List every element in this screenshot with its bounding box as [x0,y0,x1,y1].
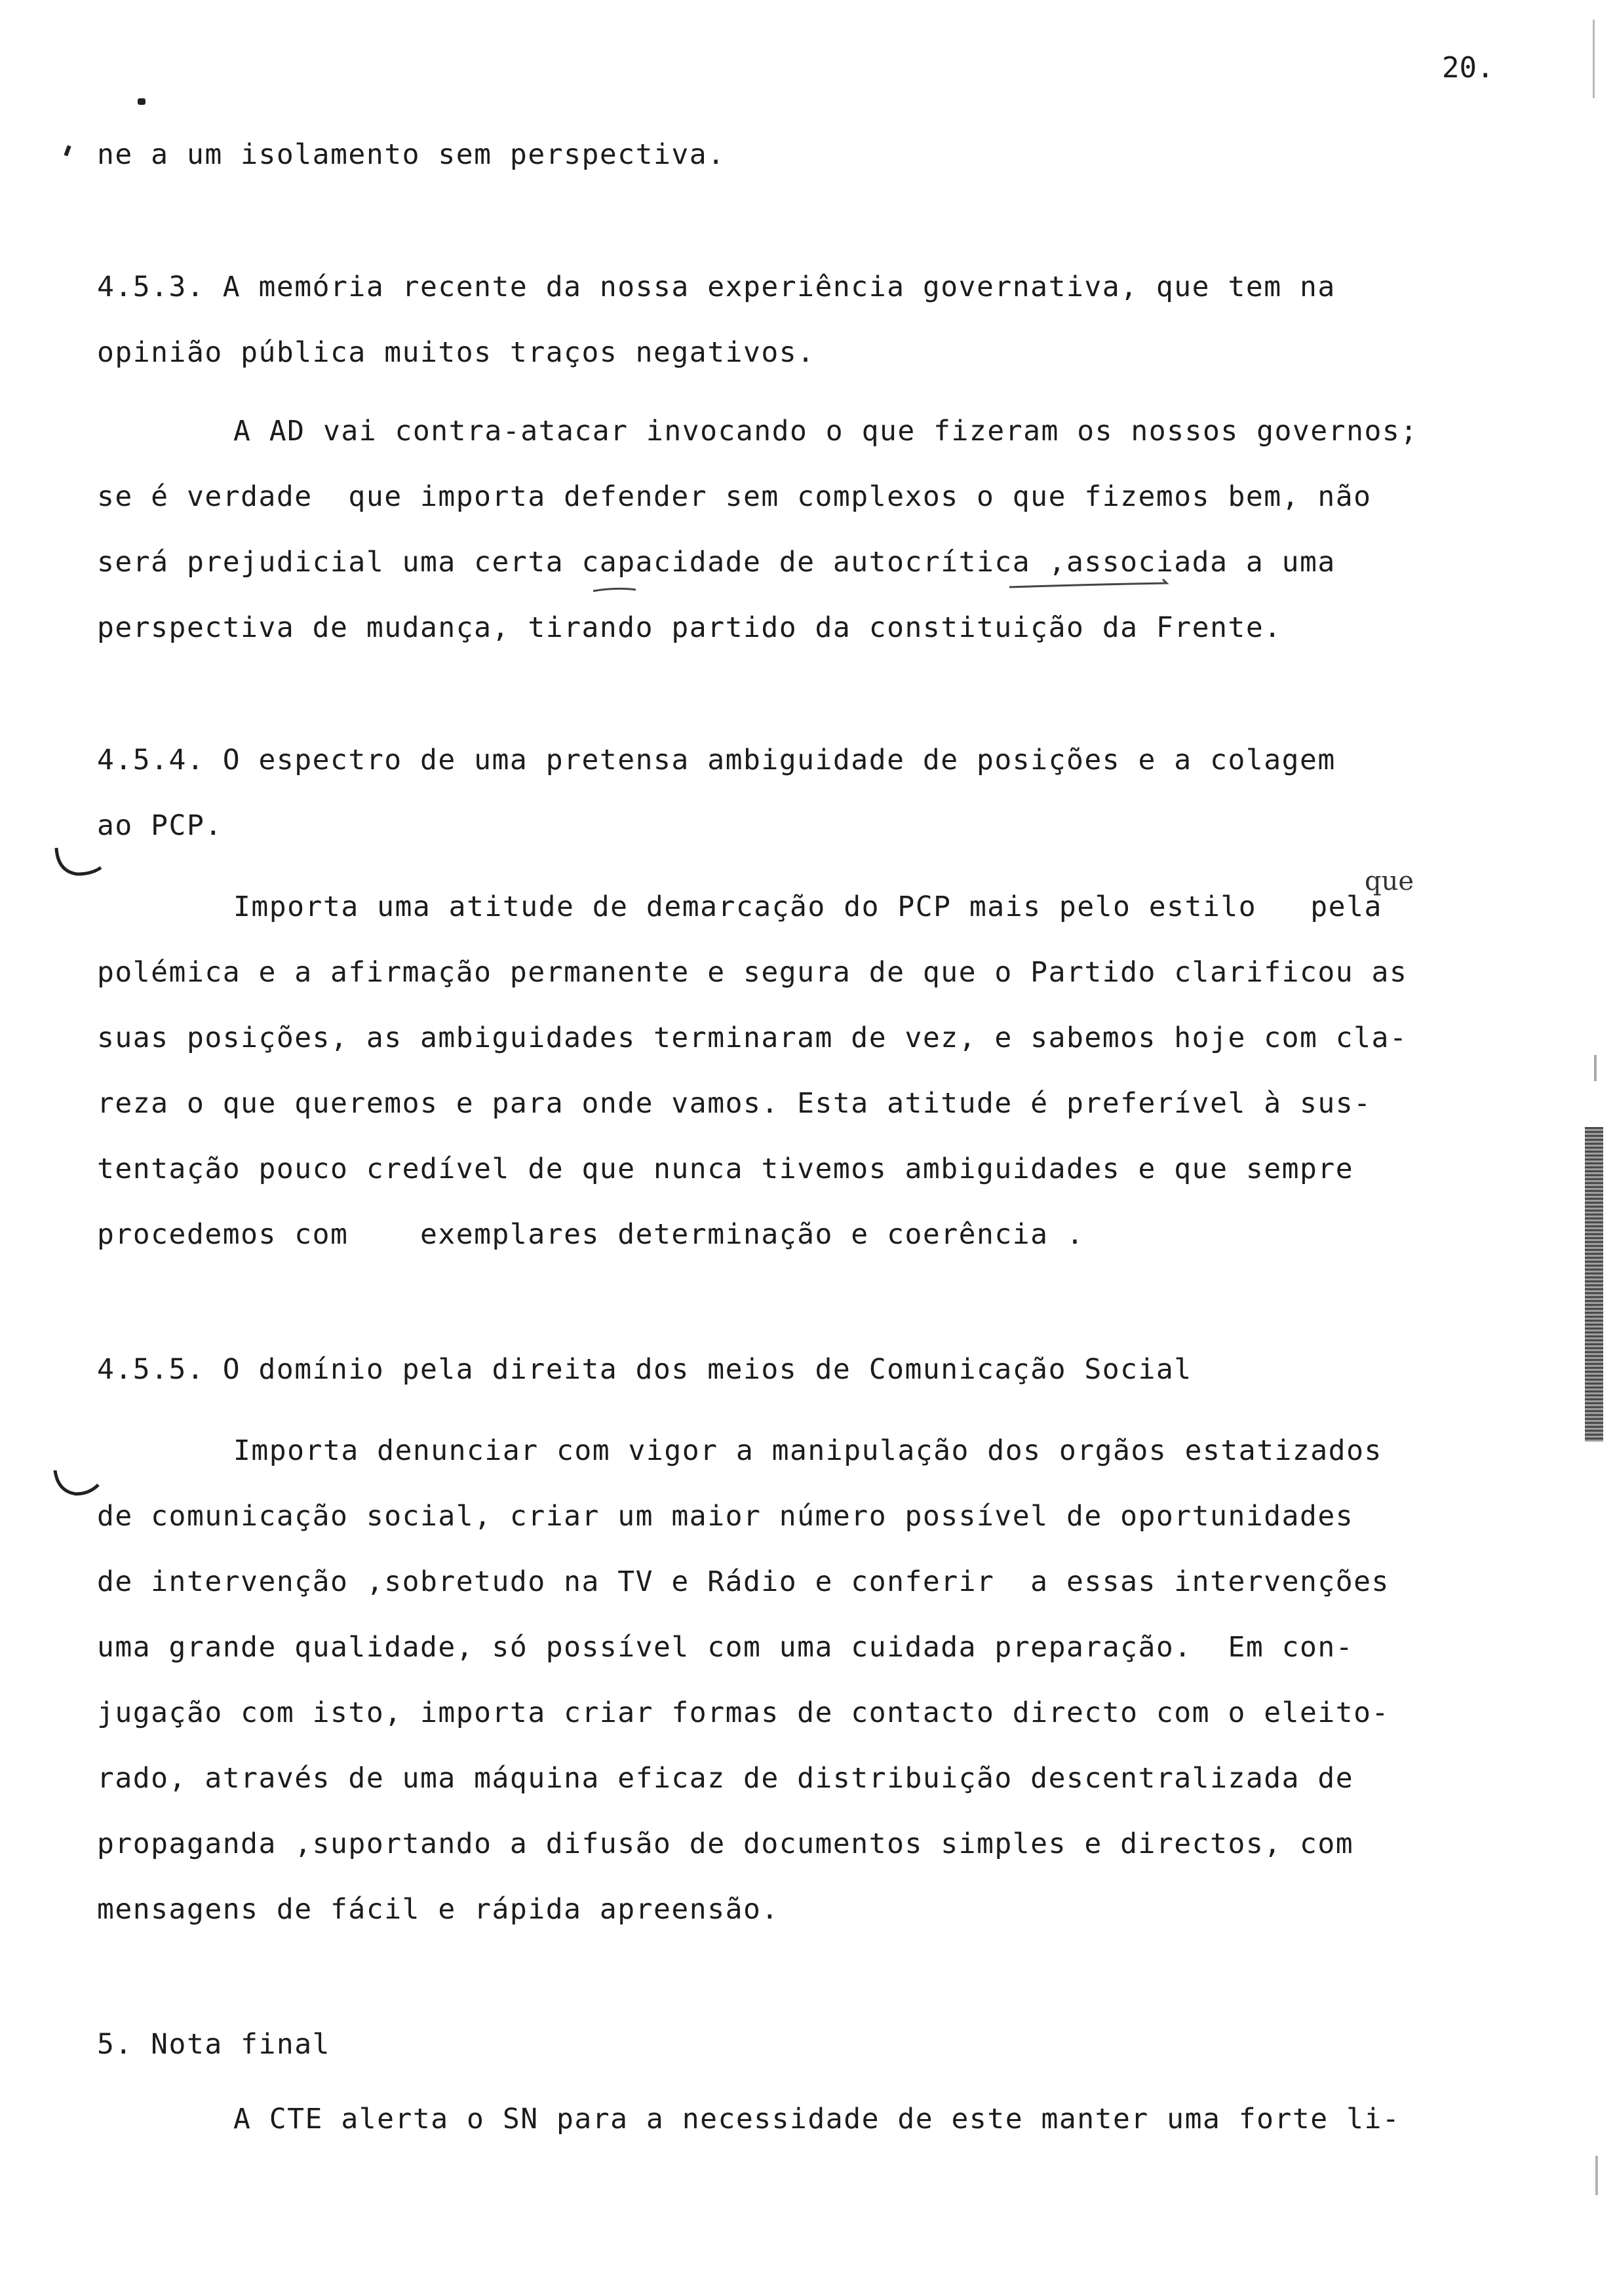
ink-dot [138,98,146,105]
paragraph-line: Importa denunciar com vigor a manipulação dos orgãos estatizados [233,1434,1382,1467]
section-heading-4-5-5: 4.5.5. O domínio pela direita dos meios de Comunicação Social [97,1353,1192,1386]
scan-edge-artifact [1593,20,1595,98]
text-line: suas posições, as ambiguidades terminaram de vez, e sabemos hoje com cla- [97,1022,1408,1054]
text-line: ao PCP. [97,809,223,842]
scan-edge-artifact [1585,1127,1603,1442]
text-line: perspectiva de mudança, tirando partido da constituição da Frente. [97,611,1282,644]
text-line: propaganda ,suportando a difusão de documentos simples e directos, com [97,1827,1354,1860]
text-line: tentação pouco credível de que nunca tivemos ambiguidades e que sempre [97,1153,1354,1185]
text-line: mensagens de fácil e rápida apreensão. [97,1893,779,1926]
text-line: reza o que queremos e para onde vamos. Esta atitude é preferível à sus- [97,1087,1372,1120]
text-line: procedemos com exemplares determinação e coerência . [97,1218,1085,1251]
text-line: uma grande qualidade, só possível com uma cuidada preparação. Em con- [97,1631,1354,1664]
text-line: rado, através de uma máquina eficaz de distribuição descentralizada de [97,1762,1354,1795]
text-line: de comunicação social, criar um maior número possível de oportunidades [97,1500,1354,1533]
paragraph-line: A AD vai contra-atacar invocando o que fizeram os nossos governos; [233,415,1418,448]
paragraph-line: A CTE alerta o SN para a necessidade de este manter uma forte li- [233,2103,1401,2135]
text-line: de intervenção ,sobretudo na TV e Rádio e conferir a essas intervenções [97,1565,1390,1598]
ink-tick [64,145,71,156]
section-heading-4-5-3: 4.5.3. A memória recente da nossa experiência governativa, que tem na [97,271,1336,303]
margin-bracket-mark [51,845,110,885]
text-line: se é verdade que importa defender sem complexos o que fizemos bem, não [97,480,1372,513]
text-line: será prejudicial uma certa capacidade de autocrítica ,associada a uma [97,546,1336,579]
text-line: ne a um isolamento sem perspectiva. [97,138,726,171]
paragraph-line: Importa uma atitude de demarcação do PCP mais pelo estilo pela [233,890,1382,923]
section-heading-4-5-4: 4.5.4. O espectro de uma pretensa ambiguidade de posições e a colagem [97,744,1336,776]
handwritten-underline [590,578,1180,598]
page-number: 20. [1442,51,1494,85]
text-line: opinião pública muitos traços negativos. [97,336,815,369]
scan-edge-artifact [1595,2156,1598,2195]
text-line: polémica e a afirmação permanente e segura de que o Partido clarificou as [97,956,1408,989]
handwritten-insert: que [1365,866,1414,896]
scan-edge-artifact [1594,1055,1597,1081]
text-line: jugação com isto, importa criar formas de contacto directo com o eleito- [97,1696,1390,1729]
section-heading-5: 5. Nota final [97,2028,331,2061]
